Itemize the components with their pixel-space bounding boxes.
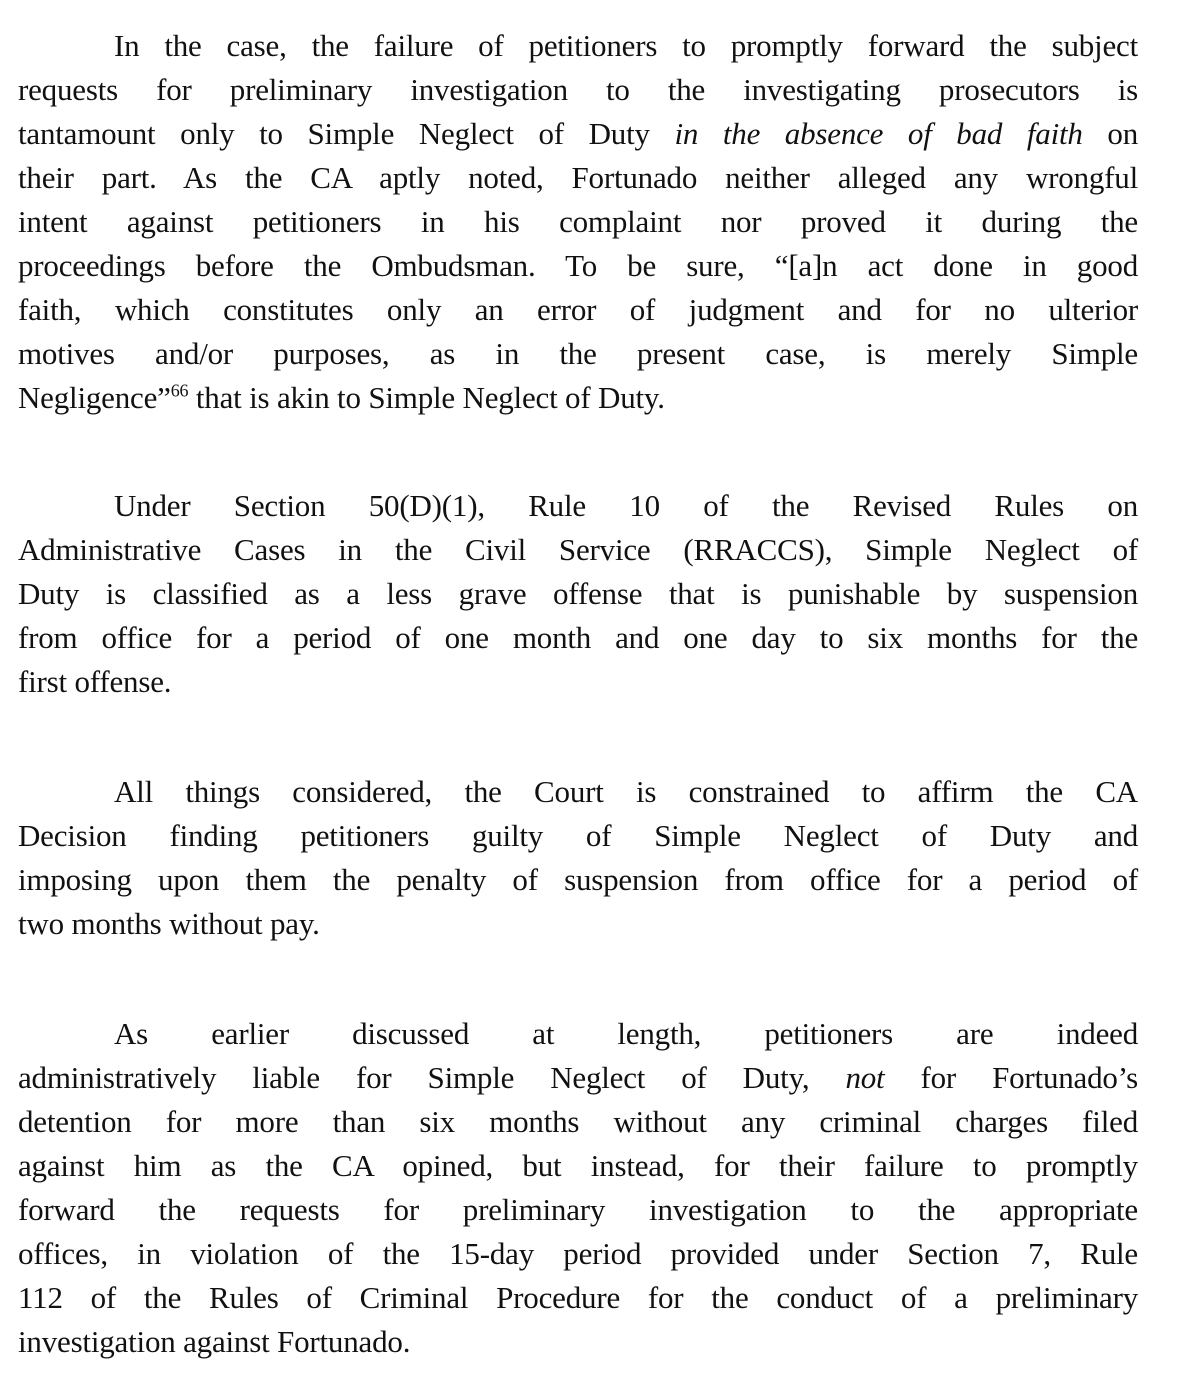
text-line: forward the requests for preliminary investigation to the appropriate [18,1192,1138,1227]
text-line: two months without pay. [18,906,320,941]
text-line: proceedings before the Ombudsman. To be sure, “[a]n act done in good [18,248,1138,283]
text-line: Administrative Cases in the Civil Service (RRACCS), Simple Neglect of [18,532,1138,567]
text-line: first offense. [18,664,172,699]
paragraph-court-affirmation [18,770,1138,946]
text-line: their part. As the CA aptly noted, Fortunado neither alleged any wrongful [18,160,1138,195]
text-line: As earlier discussed at length, petitioners are indeed [114,1016,1138,1051]
text-line: investigation against Fortunado. [18,1324,411,1359]
text-line: motives and/or purposes, as in the present case, is merely Simple [18,336,1138,371]
text-run: administratively liable for Simple Neglect of Duty, [18,1060,846,1095]
text-line: against him as the CA opined, but instead, for their failure to promptly [18,1148,1138,1183]
text-line [18,112,1138,156]
text-line: Duty is classified as a less grave offense that is punishable by suspension [18,576,1138,611]
text-line: offices, in violation of the 15-day period provided under Section 7, Rule [18,1236,1138,1271]
text-line: from office for a period of one month and one day to six months for the [18,620,1138,655]
text-line: faith, which constitutes only an error of judgment and for no ulterior [18,292,1138,327]
italic-phrase: in the absence of bad faith [674,116,1083,151]
paragraph-simple-neglect-bad-faith [18,24,1138,420]
text-line [18,376,1138,420]
text-line: All things considered, the Court is constrained to affirm the CA [114,774,1138,809]
text-line: detention for more than six months without any criminal charges filed [18,1104,1138,1139]
text-line: requests for preliminary investigation to the investigating prosecutors is [18,72,1138,107]
text-line: 112 of the Rules of Criminal Procedure for the conduct of a preliminary [18,1280,1138,1315]
paragraph-administrative-liability [18,1012,1138,1364]
text-run: that is akin to Simple Neglect of Duty. [188,380,665,415]
italic-phrase: not [845,1060,885,1095]
footnote-reference: 66 [170,380,189,401]
text-line: imposing upon them the penalty of suspension from office for a period of [18,862,1138,897]
text-line: In the case, the failure of petitioners to promptly forward the subject [114,28,1138,63]
text-line: intent against petitioners in his complaint nor proved it during the [18,204,1138,239]
paragraph-rraccs-rule [18,484,1138,704]
text-line [18,1056,1138,1100]
text-run: on [1082,116,1138,151]
text-line: Under Section 50(D)(1), Rule 10 of the Revised Rules on [114,488,1138,523]
text-run: tantamount only to Simple Neglect of Duty [18,116,675,151]
text-run: Negligence” [18,380,171,415]
text-line: Decision finding petitioners guilty of Simple Neglect of Duty and [18,818,1138,853]
text-run: for Fortunado’s [884,1060,1138,1095]
